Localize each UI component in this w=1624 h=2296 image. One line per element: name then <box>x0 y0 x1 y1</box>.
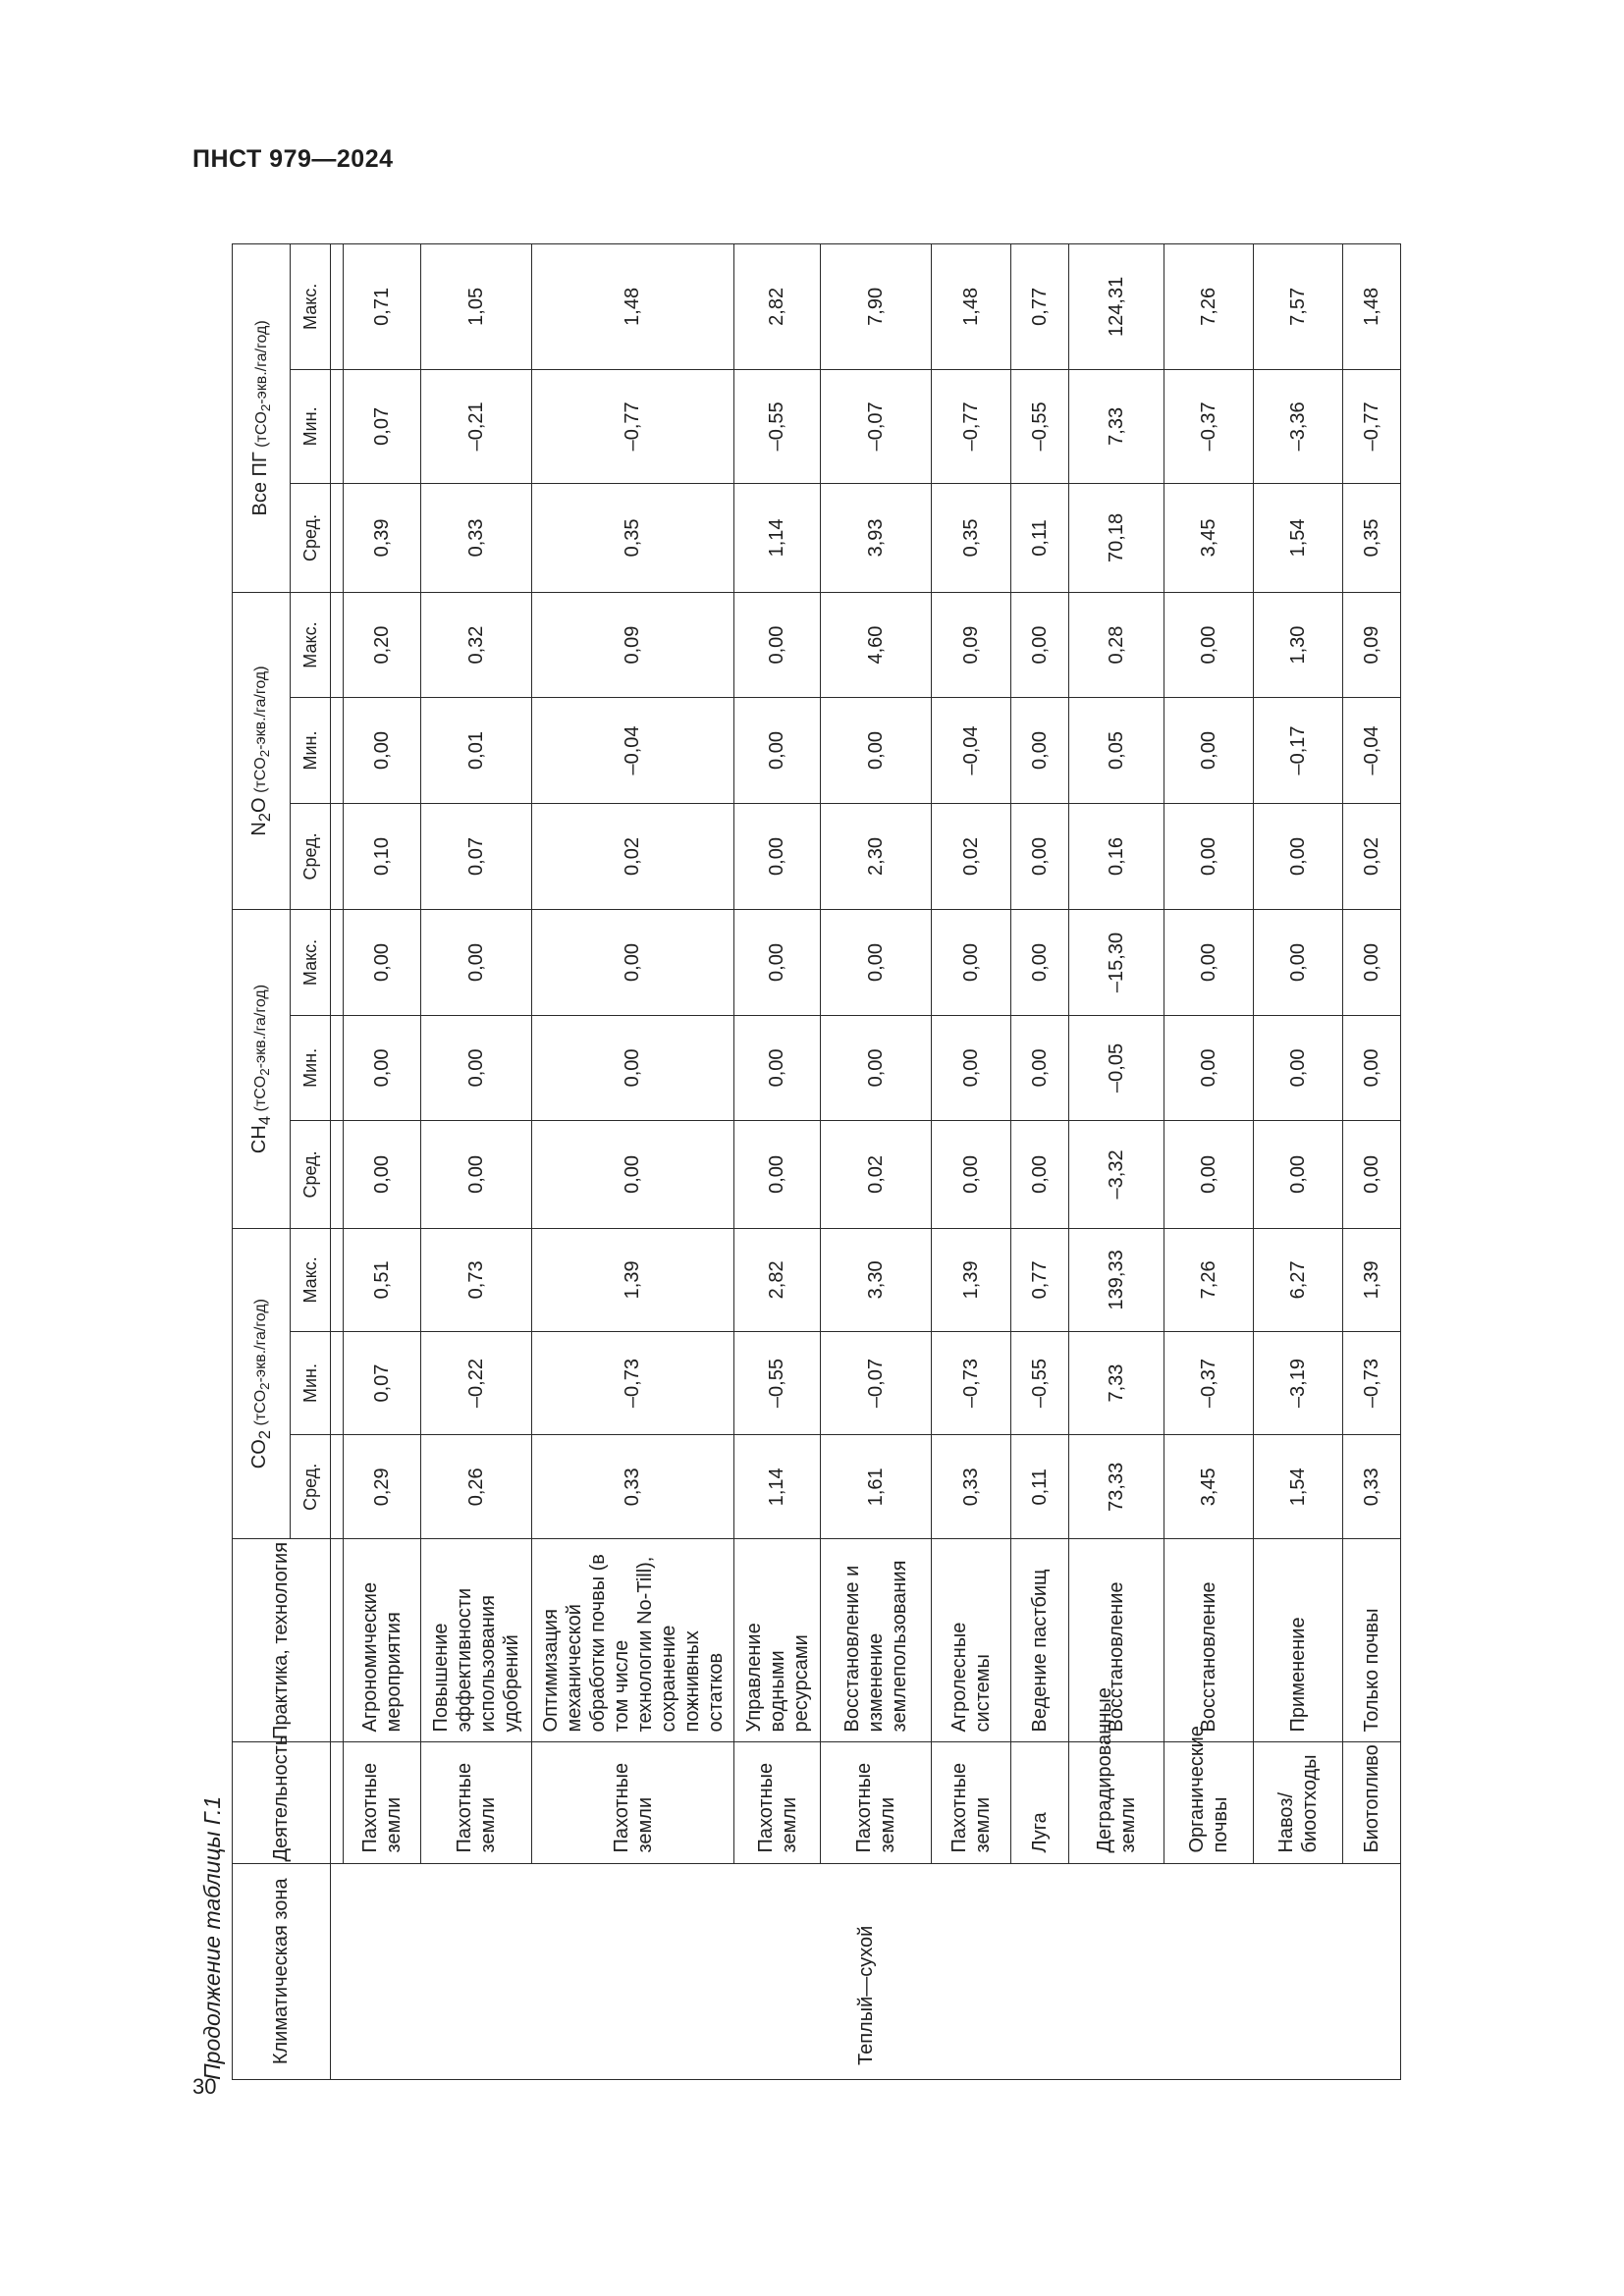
subheader-max: Макс. <box>291 244 331 370</box>
value-cell: 0,07 <box>344 1331 421 1434</box>
spacer-cell <box>331 698 344 803</box>
value-cell: –0,73 <box>532 1331 734 1434</box>
value-cell: 0,00 <box>1164 1121 1254 1229</box>
value-cell: 0,02 <box>1343 803 1401 910</box>
value-cell: 2,82 <box>734 244 821 370</box>
value-cell: 124,31 <box>1069 244 1164 370</box>
header-n2o: $N_2O$ (тCO$_2$-экв./га/год) <box>233 592 291 909</box>
spacer-cell <box>331 1742 344 1863</box>
header-row-groups <box>233 244 291 2080</box>
table-row <box>734 244 821 2080</box>
value-cell: 0,00 <box>344 910 421 1015</box>
value-cell: –0,21 <box>421 369 532 483</box>
value-cell: 0,02 <box>532 803 734 910</box>
value-cell: 0,00 <box>344 1015 421 1120</box>
value-cell: 0,00 <box>1011 910 1069 1015</box>
value-cell: 0,11 <box>1011 1435 1069 1539</box>
subheader-min: Мин. <box>291 369 331 483</box>
value-cell: 7,57 <box>1254 244 1343 370</box>
value-cell: 0,09 <box>932 592 1011 697</box>
value-cell: 0,01 <box>421 698 532 803</box>
value-cell: 0,32 <box>421 592 532 697</box>
value-cell: 0,71 <box>344 244 421 370</box>
value-cell: 0,00 <box>1011 803 1069 910</box>
value-cell: –3,32 <box>1069 1121 1164 1229</box>
practice-cell: Восстановление <box>1164 1539 1254 1742</box>
subheader-min: Мин. <box>291 698 331 803</box>
emissions-table <box>232 243 1401 2080</box>
value-cell: 0,00 <box>344 1121 421 1229</box>
value-cell: 7,90 <box>821 244 932 370</box>
spacer-cell <box>331 1331 344 1434</box>
value-cell: 0,26 <box>421 1435 532 1539</box>
value-cell: –0,55 <box>734 1331 821 1434</box>
activity-cell: Пахотные земли <box>821 1742 932 1863</box>
value-cell: 0,00 <box>821 698 932 803</box>
value-cell: 0,00 <box>421 1121 532 1229</box>
header-ch4: $CH_4$ (тCO$_2$-экв./га/год) <box>233 910 291 1229</box>
value-cell: 0,00 <box>932 1121 1011 1229</box>
value-cell: 0,07 <box>344 369 421 483</box>
value-cell: 0,00 <box>1164 592 1254 697</box>
value-cell: 0,00 <box>1011 1015 1069 1120</box>
value-cell: –0,04 <box>932 698 1011 803</box>
value-cell: 1,39 <box>1343 1228 1401 1331</box>
value-cell: 0,00 <box>932 910 1011 1015</box>
value-cell: 1,48 <box>532 244 734 370</box>
value-cell: 1,54 <box>1254 1435 1343 1539</box>
value-cell: 0,00 <box>932 1015 1011 1120</box>
activity-cell: Навоз/ биоотходы <box>1254 1742 1343 1863</box>
value-cell: 0,39 <box>344 484 421 593</box>
subheader-min: Мин. <box>291 1015 331 1120</box>
value-cell: –0,04 <box>532 698 734 803</box>
value-cell: 3,30 <box>821 1228 932 1331</box>
value-cell: 0,28 <box>1069 592 1164 697</box>
value-cell: –0,17 <box>1254 698 1343 803</box>
table-row <box>421 244 532 2080</box>
spacer-cell <box>331 803 344 910</box>
value-cell: 0,00 <box>1011 1121 1069 1229</box>
table-row <box>532 244 734 2080</box>
header-zone: Климатическая зона <box>233 1863 331 2079</box>
climate-zone-cell: Теплый—сухой <box>331 1863 1401 2079</box>
value-cell: –3,36 <box>1254 369 1343 483</box>
value-cell: 0,00 <box>1254 1015 1343 1120</box>
subheader-min: Мин. <box>291 1331 331 1434</box>
value-cell: 0,00 <box>532 910 734 1015</box>
activity-cell: Луга <box>1011 1742 1069 1863</box>
value-cell: 0,00 <box>821 910 932 1015</box>
value-cell: 73,33 <box>1069 1435 1164 1539</box>
header-all-ghg: Все ПГ (тCO$_2$-экв./га/год) <box>233 244 291 593</box>
header-co2: $CO_2$ (тCO$_2$-экв./га/год) <box>233 1228 291 1539</box>
value-cell: 0,02 <box>932 803 1011 910</box>
value-cell: 0,00 <box>734 1121 821 1229</box>
spacer-cell <box>331 244 344 370</box>
value-cell: 0,00 <box>1343 1015 1401 1120</box>
subheader-max: Макс. <box>291 1228 331 1331</box>
value-cell: 7,33 <box>1069 1331 1164 1434</box>
value-cell: 4,60 <box>821 592 932 697</box>
value-cell: 0,35 <box>932 484 1011 593</box>
header-activity: Деятельность <box>233 1742 331 1863</box>
value-cell: 0,00 <box>734 698 821 803</box>
value-cell: –0,04 <box>1343 698 1401 803</box>
value-cell: –0,07 <box>821 1331 932 1434</box>
subheader-avg: Сред. <box>291 1435 331 1539</box>
table-row <box>344 244 421 2080</box>
spacer-cell <box>331 1539 344 1742</box>
subheader-max: Макс. <box>291 592 331 697</box>
value-cell: –15,30 <box>1069 910 1164 1015</box>
value-cell: 0,11 <box>1011 484 1069 593</box>
value-cell: –0,55 <box>734 369 821 483</box>
value-cell: 0,00 <box>532 1015 734 1120</box>
activity-cell: Пахотные земли <box>932 1742 1011 1863</box>
value-cell: 0,00 <box>1343 1121 1401 1229</box>
value-cell: –0,77 <box>532 369 734 483</box>
value-cell: 70,18 <box>1069 484 1164 593</box>
value-cell: 0,00 <box>734 592 821 697</box>
value-cell: 6,27 <box>1254 1228 1343 1331</box>
value-cell: 0,20 <box>344 592 421 697</box>
spacer-cell <box>331 1015 344 1120</box>
value-cell: 1,48 <box>932 244 1011 370</box>
value-cell: 0,02 <box>821 1121 932 1229</box>
value-cell: 1,05 <box>421 244 532 370</box>
value-cell: 0,51 <box>344 1228 421 1331</box>
table-caption: Продолжение таблицы Г.1 <box>199 1795 225 2080</box>
rotated-page-content <box>192 243 1382 2080</box>
activity-cell: Органические почвы <box>1164 1742 1254 1863</box>
value-cell: 3,45 <box>1164 484 1254 593</box>
spacer-cell <box>331 592 344 697</box>
value-cell: –0,73 <box>932 1331 1011 1434</box>
value-cell: 1,14 <box>734 1435 821 1539</box>
practice-cell: Оптимизация механической обработки почвы (в том числе технологии No-Till), сохранение пожнивных остатков <box>532 1539 734 1742</box>
practice-cell: Агролесные системы <box>932 1539 1011 1742</box>
value-cell: 0,09 <box>1343 592 1401 697</box>
value-cell: 0,00 <box>421 1015 532 1120</box>
value-cell: 1,39 <box>932 1228 1011 1331</box>
value-cell: –0,55 <box>1011 369 1069 483</box>
table-row <box>1011 244 1069 2080</box>
value-cell: 0,00 <box>1164 803 1254 910</box>
value-cell: 1,48 <box>1343 244 1401 370</box>
value-cell: 0,00 <box>734 910 821 1015</box>
document-title: ПНСТ 979—2024 <box>192 145 394 173</box>
subheader-avg: Сред. <box>291 1121 331 1229</box>
value-cell: 0,00 <box>1254 910 1343 1015</box>
value-cell: 0,00 <box>1164 1015 1254 1120</box>
value-cell: 0,00 <box>532 1121 734 1229</box>
practice-cell: Управление водными ресурсами <box>734 1539 821 1742</box>
value-cell: 2,82 <box>734 1228 821 1331</box>
value-cell: 0,35 <box>532 484 734 593</box>
spacer-cell <box>331 1435 344 1539</box>
value-cell: 0,00 <box>1164 910 1254 1015</box>
value-cell: 0,00 <box>1254 1121 1343 1229</box>
value-cell: 0,33 <box>1343 1435 1401 1539</box>
value-cell: 3,45 <box>1164 1435 1254 1539</box>
table-row <box>1254 244 1343 2080</box>
value-cell: 0,77 <box>1011 244 1069 370</box>
subheader-avg: Сред. <box>291 803 331 910</box>
value-cell: 0,00 <box>1164 698 1254 803</box>
activity-cell: Биотопливо <box>1343 1742 1401 1863</box>
activity-cell: Пахотные земли <box>421 1742 532 1863</box>
practice-cell: Восстановление и изменение землепользования <box>821 1539 932 1742</box>
activity-cell: Деградированные земли <box>1069 1742 1164 1863</box>
value-cell: 7,33 <box>1069 369 1164 483</box>
header-spacer-row <box>331 244 344 2080</box>
value-cell: –0,07 <box>821 369 932 483</box>
value-cell: 0,00 <box>1343 910 1401 1015</box>
value-cell: 139,33 <box>1069 1228 1164 1331</box>
value-cell: 0,33 <box>532 1435 734 1539</box>
table-row <box>1164 244 1254 2080</box>
spacer-cell <box>331 484 344 593</box>
value-cell: –0,37 <box>1164 1331 1254 1434</box>
value-cell: –0,73 <box>1343 1331 1401 1434</box>
table-row <box>1069 244 1164 2080</box>
practice-cell: Только почвы <box>1343 1539 1401 1742</box>
spacer-cell <box>331 369 344 483</box>
value-cell: 0,33 <box>421 484 532 593</box>
table-body <box>331 244 1401 2080</box>
spacer-cell <box>331 910 344 1015</box>
header-practice: Практика, технология <box>233 1539 331 1742</box>
page-number: 30 <box>192 2074 217 2099</box>
activity-cell: Пахотные земли <box>344 1742 421 1863</box>
value-cell: 0,16 <box>1069 803 1164 910</box>
value-cell: –0,05 <box>1069 1015 1164 1120</box>
value-cell: 0,00 <box>734 803 821 910</box>
value-cell: 1,61 <box>821 1435 932 1539</box>
value-cell: 1,39 <box>532 1228 734 1331</box>
subheader-max: Макс. <box>291 910 331 1015</box>
table-row <box>821 244 932 2080</box>
value-cell: 0,29 <box>344 1435 421 1539</box>
value-cell: 0,05 <box>1069 698 1164 803</box>
value-cell: –0,55 <box>1011 1331 1069 1434</box>
value-cell: 0,00 <box>1011 592 1069 697</box>
value-cell: 7,26 <box>1164 1228 1254 1331</box>
value-cell: 1,54 <box>1254 484 1343 593</box>
value-cell: 0,00 <box>734 1015 821 1120</box>
activity-cell: Пахотные земли <box>734 1742 821 1863</box>
value-cell: 0,10 <box>344 803 421 910</box>
value-cell: 0,00 <box>421 910 532 1015</box>
value-cell: 3,93 <box>821 484 932 593</box>
value-cell: 0,00 <box>1254 803 1343 910</box>
subheader-avg: Сред. <box>291 484 331 593</box>
value-cell: 0,07 <box>421 803 532 910</box>
value-cell: 0,09 <box>532 592 734 697</box>
value-cell: –0,22 <box>421 1331 532 1434</box>
value-cell: 0,77 <box>1011 1228 1069 1331</box>
table-row <box>1343 244 1401 2080</box>
practice-cell: Применение <box>1254 1539 1343 1742</box>
activity-cell: Пахотные земли <box>532 1742 734 1863</box>
value-cell: 2,30 <box>821 803 932 910</box>
value-cell: 0,00 <box>1011 698 1069 803</box>
practice-cell: Агрономические мероприятия <box>344 1539 421 1742</box>
value-cell: 1,30 <box>1254 592 1343 697</box>
value-cell: 1,14 <box>734 484 821 593</box>
value-cell: –3,19 <box>1254 1331 1343 1434</box>
value-cell: –0,77 <box>1343 369 1401 483</box>
practice-cell: Восстановление <box>1069 1539 1164 1742</box>
value-cell: –0,77 <box>932 369 1011 483</box>
value-cell: –0,37 <box>1164 369 1254 483</box>
value-cell: 0,73 <box>421 1228 532 1331</box>
spacer-cell <box>331 1121 344 1229</box>
spacer-cell <box>331 1228 344 1331</box>
value-cell: 0,00 <box>344 698 421 803</box>
value-cell: 0,33 <box>932 1435 1011 1539</box>
value-cell: 0,35 <box>1343 484 1401 593</box>
value-cell: 0,00 <box>821 1015 932 1120</box>
practice-cell: Ведение пастбищ <box>1011 1539 1069 1742</box>
value-cell: 7,26 <box>1164 244 1254 370</box>
table-row <box>932 244 1011 2080</box>
practice-cell: Повышение эффективности использования удобрений <box>421 1539 532 1742</box>
